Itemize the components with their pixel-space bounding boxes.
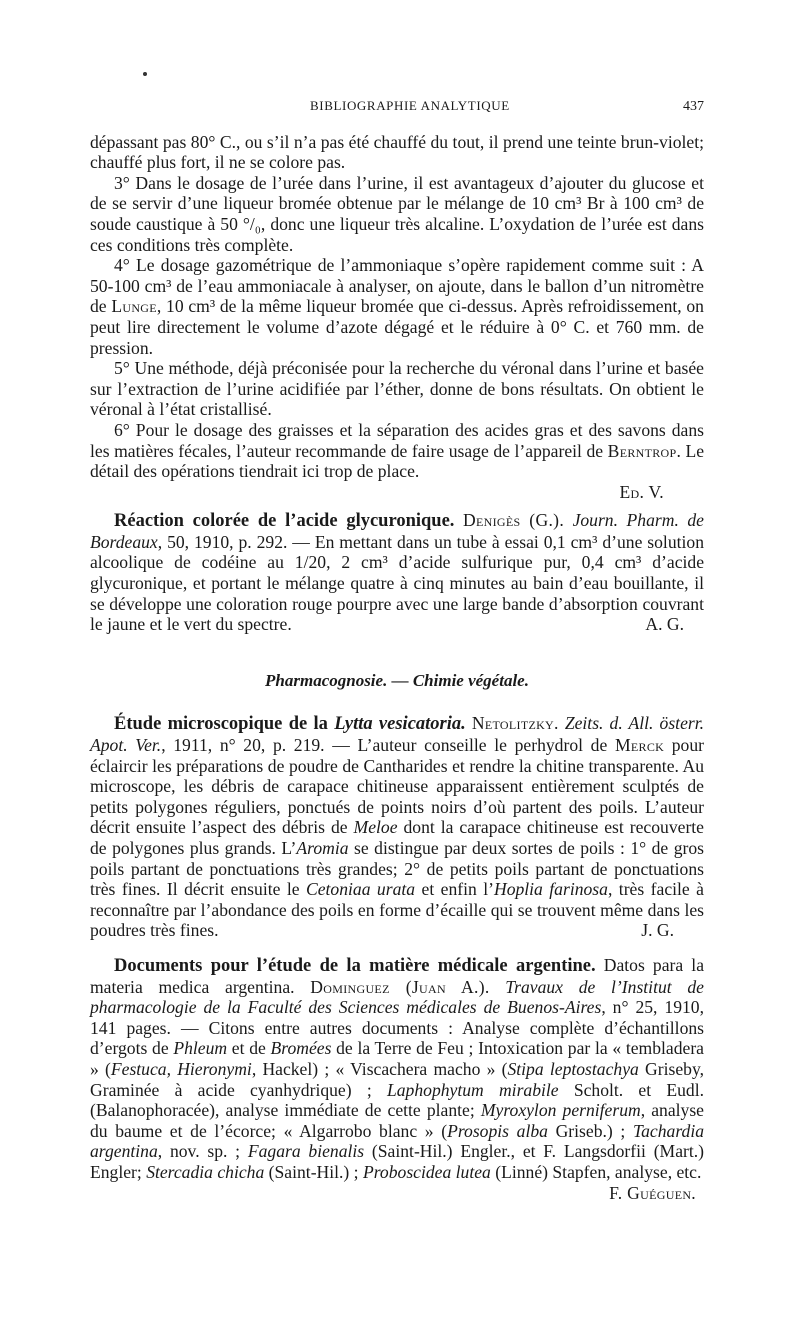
paragraph-4-ammoniaque <box>90 255 704 358</box>
species-name: Phleum <box>173 1038 228 1059</box>
species-name: Myroxylon perniferum <box>480 1100 641 1121</box>
article-lytta <box>90 713 704 941</box>
article-body: — En mettant dans un tube à essai 0,1 cm³ d’une solution alcoolique de codéine au 1/20, 2 cm³ d’acide sulfurique pur, 0,4 cm³ d’acide glycuronique, et portant le mélange quatre à cinq minutes au bain d’eau bouillante, il se développe une coloration rouge pourpre avec une large bande d’absorption couvrant le jaune et le vert du spectre. <box>90 531 704 635</box>
p6-text-b: . Le détail des opérations tiendrait ici trop de place. <box>90 440 705 482</box>
article-author: Dominguez (Juan A.). <box>310 976 490 997</box>
article-body: Scholt. et Eudl. (Balanophoracée), analyse immédiate de cette plante; <box>90 1079 704 1121</box>
species-name: Meloe <box>353 817 398 838</box>
article-body: Griseby, Graminée à acide cyanhydrique) ; <box>90 1058 704 1100</box>
article-body: dont la carapace chitineuse est recouverte de polygones plus grands. L’ <box>90 817 704 858</box>
running-title: BIBLIOGRAPHIE ANALYTIQUE <box>310 98 510 113</box>
article-signature: F. Guéguen. <box>609 1182 696 1203</box>
article-ref: , n° 25, 1910, 141 pages. <box>90 997 704 1038</box>
article-body: — L’auteur conseille le perhydrol de <box>324 735 615 756</box>
species-name: Stipa leptostachya <box>507 1058 639 1079</box>
article-ref: , 1911, n° 20, p. 219. <box>161 735 325 756</box>
author-ref-merck: Merck <box>614 735 665 756</box>
article-body: (Saint-Hil.) Engler., et F. Langsdorfii (Mart.) Engler; <box>90 1141 705 1182</box>
page-speck <box>143 72 147 76</box>
p4-text-a: 4° Le dosage gazométrique de l’ammoniaque s’opère rapidement comme suit : A 50-100 cm³ de l’eau ammoniacale à analyser, on ajoute, dans le ballon d’un nitromètre de <box>90 255 704 317</box>
paragraph-6-graisses <box>90 420 704 482</box>
article-title: Documents pour l’étude de la matière médicale argentine. <box>114 955 596 976</box>
paragraph-5-veronal: 5° Une méthode, déjà préconisée pour la recherche du véronal dans l’urine et basée sur l’extraction de l’urine acidifiée par l’éther, donne de bons résultats. On obtient le véronal à l’état cristallisé. <box>90 358 704 420</box>
article-journal: Journ. Pharm. de Bordeaux <box>90 510 704 552</box>
article-subtitle: Datos para la materia medica argentina. <box>90 954 704 997</box>
species-name: Prosopis alba <box>447 1120 548 1141</box>
species-name: Proboscidea lutea <box>362 1161 491 1182</box>
document-page <box>90 96 704 1203</box>
article-body: (Linné) Stapfen, analyse, etc. <box>490 1161 702 1182</box>
article-journal: Zeits. d. All. österr. Apot. Ver. <box>90 713 705 756</box>
article-title: Étude microscopique de la <box>114 714 335 735</box>
species-name: Laphophytum mirabile <box>386 1079 559 1100</box>
article-glycuronique <box>90 510 704 635</box>
article-argentine <box>90 954 705 1203</box>
article-signature: J. G. <box>641 920 674 941</box>
article-title: Réaction colorée de l’acide glycuronique. <box>114 511 455 532</box>
article-body: et enfin l’ <box>415 879 494 900</box>
signature-ed-v: Ed. V. <box>619 481 664 502</box>
author-ref-berntrop: Berntrop <box>607 440 677 461</box>
article-signature: A. G. <box>645 614 684 635</box>
article-body: , très facile à reconnaître par l’abondance des poils en forme d’écaille qui se trouvent même dans les poudres très fines. <box>90 879 704 941</box>
article-author: Denigès (G.). <box>462 510 565 531</box>
article-body: (Saint-Hil.) ; <box>264 1161 363 1182</box>
article-body: , Hackel) ; « Viscachera macho » ( <box>251 1058 508 1079</box>
species-name: Bromées <box>270 1038 332 1059</box>
article-title-species: Lytta vesicatoria. <box>334 714 466 735</box>
article-body: de la Terre de Feu ; Intoxication par la « tembladera » ( <box>90 1038 704 1079</box>
article-body: — Citons entre autres documents : Analyse complète d’échantillons d’ergots de <box>90 1017 705 1059</box>
article-body: se distingue par deux sortes de poils : 1° de gros poils partant de ponctuations très grandes; 2° de petits poils partant de ponctuations très fines. Il décrit ensuite le <box>90 838 704 900</box>
article-ref: , 50, 1910, p. 292. <box>157 531 288 552</box>
author-ref-lunge: Lunge <box>111 296 157 317</box>
species-name: Festuca, Hieronymi <box>110 1058 252 1079</box>
species-name: Fagara bienalis <box>247 1141 365 1162</box>
article-journal: Travaux de l’Institut de pharmacologie de la Faculté des Sciences médicales de Buenos-Aires <box>90 976 704 1018</box>
article-body: , nov. sp. ; <box>157 1141 248 1162</box>
article-body: Griseb.) ; <box>547 1120 633 1141</box>
article-author: Netolitzky. <box>471 713 559 734</box>
article-body: , analyse du baume et de l’écorce; « Algarrobo blanc » ( <box>90 1100 704 1141</box>
section-heading: Pharmacognosie. — Chimie végétale. <box>265 670 529 690</box>
article-body: et de <box>227 1038 271 1059</box>
species-name: Tachardia argentina <box>90 1120 705 1162</box>
paragraph-continuation: dépassant pas 80° C., ou s’il n’a pas été chauffé du tout, il prend une teinte brun-violet; chauffé plus fort, il ne se colore pas. <box>90 131 704 173</box>
paragraph-3-uree: 3° Dans le dosage de l’urée dans l’urine, il est avantageux d’ajouter du glucose et de se servir d’une liqueur bromée obtenue par le mélange de 10 cm³ Br à 100 cm³ de soude caustique à 50 °/₀, donc une liqueur très alcaline. L’oxydation de l’urée est dans ces conditions très complète. <box>90 172 704 255</box>
species-name: Stercadia chicha <box>146 1161 265 1182</box>
species-name: Cetoniaa urata <box>305 879 416 900</box>
species-name: Aromia <box>296 838 349 858</box>
p6-text-a: 6° Pour le dosage des graisses et la séparation des acides gras et des savons dans les matières fécales, l’auteur recommande de faire usage de l’appareil de <box>90 419 704 461</box>
running-header <box>90 96 704 118</box>
article-body: pour éclaircir les préparations de poudre de Cantharides et rendre la chitine transparente. Au microscope, les débris de carapace chitineuse apparaissent entièrement sculptés de petits polygones réguliers, ponctués de points noirs d’où partent des poils. L’auteur décrit ensuite l’aspect des débris de <box>90 735 704 838</box>
p4-text-b: , 10 cm³ de la même liqueur bromée que ci-dessus. Après refroidissement, on peut lire directement le volume d’azote dégagé et le réduire à 0° C. et 760 mm. de pression. <box>90 296 704 358</box>
species-name: Hoplia farinosa <box>493 879 608 900</box>
page-number: 437 <box>683 99 704 114</box>
